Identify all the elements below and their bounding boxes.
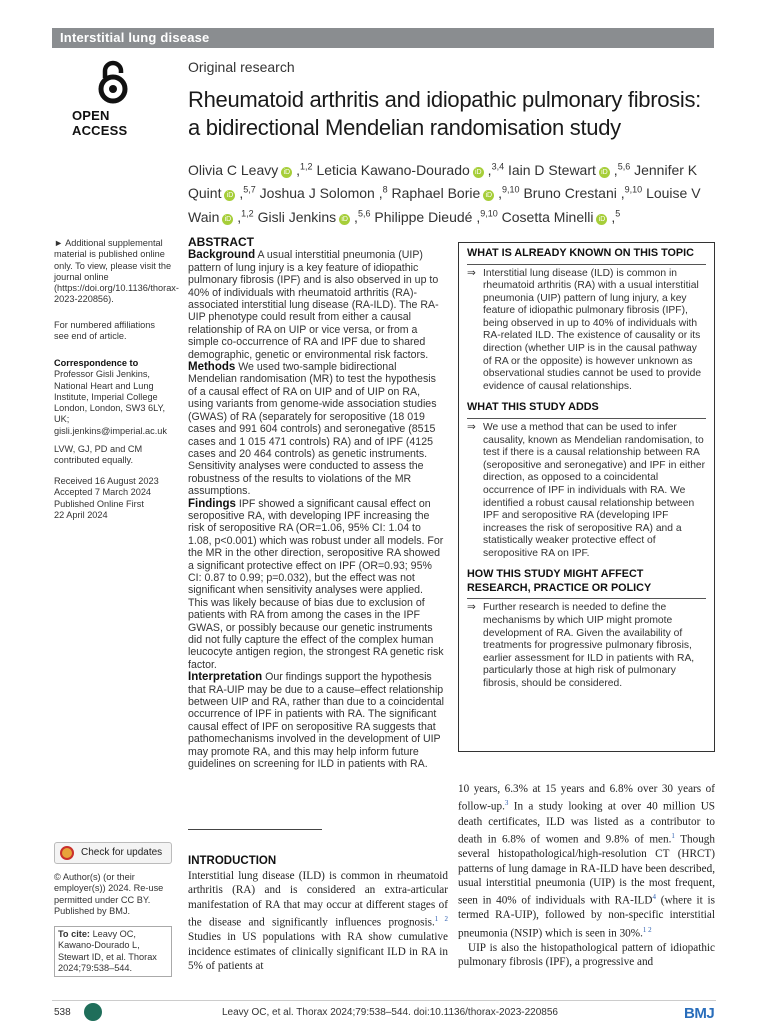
key-message-heading: WHAT THIS STUDY ADDS: [467, 401, 706, 419]
author[interactable]: Olivia C Leavy iD ,$^{1,2}$: [188, 161, 313, 178]
author[interactable]: Leticia Kawano-Dourado iD ,$^{3,4}$: [316, 161, 505, 178]
society-logo-icon: [84, 1003, 102, 1021]
author-name: Jennifer K Quint: [188, 161, 698, 202]
abstract-text: A usual interstitial pneumonia (UIP) pattern of lung injury is a key feature of idiopathic pulmonary fibrosis (IPF) and is also observed in up to 40% of individuals with rheumatoid arthritis (RA)-associated interstitial lung disease (RA-ILD). The RA-UIP phenotype could result from either a causal relationship of RA on UIP or vice versa, or from a simple co-occurrence of RA and IPF due to shared demographic, genetic or environmental risk factors.: [188, 249, 439, 361]
author-name: Bruno Crestani: [523, 185, 617, 202]
author[interactable]: Raphael Borie iD ,$^{9,10}$: [391, 184, 520, 202]
copyright-note: © Author(s) (or their employer(s)) 2024. Re-use permitted under CC BY. Published by BMJ.: [54, 872, 164, 916]
author-name: Cosetta Minelli: [501, 208, 594, 225]
introduction-paragraph: UIP is also the histopathological pattern of idiopathic pulmonary fibrosis (IPF), a progressive and: [458, 942, 715, 969]
author-name: Leticia Kawano-Dourado: [316, 161, 470, 178]
to-cite-box: [54, 926, 172, 977]
abstract: [188, 236, 444, 770]
article-dates: [54, 476, 172, 521]
bmj-logo: BMJ: [684, 1005, 715, 1022]
date-received: Received 16 August 2023: [54, 476, 159, 486]
author-name: Raphael Borie: [391, 185, 481, 202]
page-number: 538: [54, 1007, 71, 1018]
orcid-icon[interactable]: iD: [339, 214, 350, 225]
author-affiliation: 1,2: [300, 161, 313, 171]
open-access-lock-icon: [96, 60, 130, 104]
key-message-heading: WHAT IS ALREADY KNOWN ON THIS TOPIC: [467, 247, 706, 265]
key-message-item: ⇒ We use a method that can be used to infer causality, known as Mendelian randomisation, to test if there is a causal relationship between RA (seropositive and seronegative) and IPF in either direction, as opposed to a coincidental occurrence of IPF in individuals with RA. We identified a robust causal relationship between IPF and seropositive RA (developing IPF increases the risk of seropositive RA) and a statistically weaker protective effect of seropositive RA on IPF.: [467, 421, 706, 559]
author-affiliation: 8: [382, 184, 388, 195]
citation-link[interactable]: 1: [671, 831, 675, 840]
key-message-item: ⇒ Further research is needed to define the mechanisms by which UIP might promote development of RA. Given the availability of treatments for progressive pulmonary fibrosis, earlier assessment for ILD in patients with RA, particularly those at high risk of pulmonary fibrosis, should be considered.: [467, 602, 695, 690]
arrow-icon: ⇒: [467, 421, 476, 433]
abstract-text: IPF showed a significant causal effect on seropositive RA, with developing IPF increasing the risk of seropositive RA (OR=1.06, 95% CI: 1.04 to 1.08, p<0.001) which was robust under all models. For the MR in the other direction, seropositive RA showed a significant protective effect on IPF (OR=0.93; 95% CI: 0.87 to 0.99; p=0.032), but the effect was not significant when sensitivity analyses were applied. This was likely because of bias due to exclusion of patients with RA from among the cases in the IPF GWAS, or possibly because our genetic instruments did not fully capture the effect of the complex human leucocyte antigen region, the strongest RA genetic risk factor.: [188, 497, 444, 671]
abstract-interpretation: [188, 671, 444, 770]
author-affiliation: 9,10: [502, 184, 520, 195]
abstract-divider: [188, 829, 322, 830]
author-affiliation: 9,10: [480, 208, 498, 219]
key-message-impact: [467, 568, 706, 690]
supplemental-note: ► Additional supplemental material is published online only. To view, please visit the journal online (https://doi.org/10.1136/thorax-2023-220856).: [54, 238, 179, 305]
to-cite-label: To cite:: [58, 929, 90, 939]
correspondence-label: Correspondence to: [54, 358, 139, 368]
author-affiliation: 3,4: [491, 161, 505, 171]
author-affiliation: 1,2: [241, 208, 254, 219]
orcid-icon[interactable]: iD: [599, 167, 610, 178]
key-message-item: ⇒ Interstitial lung disease (ILD) is common in rheumatoid arthritis (RA) with a usual interstitial pneumonia (UIP) pattern of lung injury, a key feature of idiopathic pulmonary fibrosis (IPF), being observed in up to 40% of individuals with RA-related ILD. The existence of causality or its direction (whether UIP is in the causal pathway of RA or the opposite) is however unknown as observational studies cannot be used to provide evidence of causal relationships.: [467, 267, 702, 392]
author-affiliation: 5,7: [243, 184, 256, 195]
orcid-icon[interactable]: iD: [596, 214, 607, 225]
citation-link[interactable]: 3: [504, 799, 509, 808]
abstract-label: Findings: [188, 497, 236, 510]
author-affiliation: 5,6: [357, 208, 371, 219]
author-affiliation: 9,10: [624, 184, 643, 195]
citation-link[interactable]: 1 2: [434, 915, 449, 924]
author[interactable]: Jennifer K Quint iD ,$^{5,7}$: [188, 161, 698, 202]
author-name: Louise V Wain: [188, 185, 701, 225]
check-updates-icon: [60, 846, 74, 860]
introduction-heading: INTRODUCTION: [188, 855, 277, 867]
key-message-adds: [467, 401, 706, 560]
check-updates-label: Check for updates: [81, 847, 163, 858]
arrow-icon: ⇒: [467, 267, 476, 279]
orcid-icon[interactable]: iD: [222, 214, 233, 225]
correspondence-text: Professor Gisli Jenkins, National Heart and Lung Institute, Imperial College London, London, SW3 6LY, UK; gisli.jenkins@imperial.ac.uk: [54, 369, 167, 436]
abstract-text: We used two-sample bidirectional Mendelian randomisation (MR) to test the hypothesis of a causal effect of RA on UIP and of UIP on RA, using variants from genome-wide association studies (GWAS) of RA (separately for seropositive (18 019 cases and 991 604 controls) and seronegative (8515 cases and 1 015 471 controls) RA) and of IPF (4125 cases and 20 464 controls) as genetic instruments. Sensitivity analyses were conducted to assess the robustness of the results to violations of the MR assumptions.: [188, 361, 437, 498]
author-name: Olivia C Leavy: [188, 161, 279, 178]
abstract-label: Background: [188, 249, 256, 262]
check-for-updates-button[interactable]: [54, 842, 172, 864]
abstract-label: Interpretation: [188, 671, 263, 684]
author-affiliation: 5,6: [617, 161, 631, 171]
date-published: 22 April 2024: [54, 509, 108, 520]
article-type: Original research: [188, 59, 295, 75]
author-name: Joshua J Solomon: [259, 185, 375, 202]
key-messages-box: [458, 242, 715, 752]
author-name: Philippe Dieudé: [374, 208, 473, 225]
abstract-heading: ABSTRACT: [188, 235, 254, 249]
abstract-methods: [188, 361, 444, 497]
abstract-findings: [188, 498, 444, 672]
author[interactable]: Iain D Stewart iD ,$^{5,6}$: [507, 161, 631, 178]
orcid-icon[interactable]: iD: [224, 190, 235, 201]
author-name: Gisli Jenkins: [257, 208, 337, 225]
author-name: Iain D Stewart: [507, 161, 596, 178]
orcid-icon[interactable]: iD: [281, 167, 292, 178]
author[interactable]: Philippe Dieudé ,$^{9,10}$: [374, 208, 498, 225]
footer-divider: [52, 1000, 716, 1001]
to-cite-text: Leavy OC, Kawano-Dourado L, Stewart ID, et al. Thorax 2024;79:538–544.: [58, 929, 157, 973]
key-message-heading: HOW THIS STUDY MIGHT AFFECT RESEARCH, PRACTICE OR POLICY: [467, 568, 706, 599]
date-published-label: Published Online First: [54, 498, 144, 509]
introduction-continued: 10 years, 6.3% at 15 years and 6.8% over 30 years of follow-up.$^3$ In a study looking at over 40 million US death certificates, ILD was listed as a contributor to death in 6.8% of women and 9.8% of men.$^1$ Though several histopathological/high-resolution CT (HRCT) patterns of lung damage in RA-ILD have been described, usual interstitial pneumonia (UIP) is the most frequent, seen in 40% of individuals with RA-ILD$^4$ (where it is termed RA-UIP), followed by non-specific interstitial pneumonia (NSIP) which is seen in 30%.$^{1 2}$ UIP is also the histopathological pattern of idiopathic pulmonary fibrosis (IPF), a progressive and: [458, 783, 715, 969]
author[interactable]: Bruno Crestani ,$^{9,10}$: [523, 184, 643, 202]
affiliations-note: For numbered affiliations see end of article.: [54, 320, 155, 342]
author[interactable]: Joshua J Solomon ,$^8$: [259, 184, 388, 202]
citation-link[interactable]: 4: [652, 893, 656, 902]
abstract-background: [188, 249, 444, 361]
contrib-note: LVW, GJ, PD and CM contributed equally.: [54, 444, 143, 466]
footer-citation[interactable]: Leavy OC, et al. Thorax 2024;79:538–544. doi:10.1136/thorax-2023-220856: [222, 1007, 558, 1018]
citation-link[interactable]: 1 2: [642, 925, 652, 934]
author[interactable]: Cosetta Minelli iD ,$^5$: [501, 208, 621, 225]
correspondence: [54, 358, 172, 437]
arrow-icon: ⇒: [467, 602, 476, 614]
orcid-icon[interactable]: iD: [473, 167, 484, 178]
abstract-text: Our findings support the hypothesis that RA-UIP may be due to a cause–effect relationship between UIP and RA, rather than due to a coincidental occurrence of IPF in patients with RA. The significant causal effect of IPF on seropositive RA suggests that pathomechanisms involved in the development of UIP may promote RA, and this may help inform future guidelines on screening for ILD in patients with RA.: [188, 671, 444, 771]
open-access-label: OPEN ACCESS: [72, 108, 128, 138]
abstract-label: Methods: [188, 361, 236, 374]
article-title: Rheumatoid arthritis and idiopathic pulmonary fibrosis: a bidirectional Mendelian randomisation study: [188, 87, 701, 140]
author-affiliation: 5: [615, 208, 621, 219]
author-list: [188, 156, 728, 227]
date-accepted: Accepted 7 March 2024: [54, 487, 152, 498]
section-header-bar: Interstitial lung disease: [52, 28, 714, 48]
author[interactable]: Louise V Wain iD ,$^{1,2}$: [188, 185, 701, 225]
introduction-text: Interstitial lung disease (ILD) is common in rheumatoid arthritis (RA) and is considered an extra-articular manifestation of RA that may occur at different stages of the disease and significantly influences prognosis.$^{1 2}$ Studies in US populations with RA show cumulative incidence estimates of clinically significant ILD in RA in 5% of patients at: [188, 870, 449, 973]
orcid-icon[interactable]: iD: [483, 190, 494, 201]
key-message-known: [467, 247, 706, 393]
author[interactable]: Gisli Jenkins iD ,$^{5,6}$: [257, 208, 371, 225]
